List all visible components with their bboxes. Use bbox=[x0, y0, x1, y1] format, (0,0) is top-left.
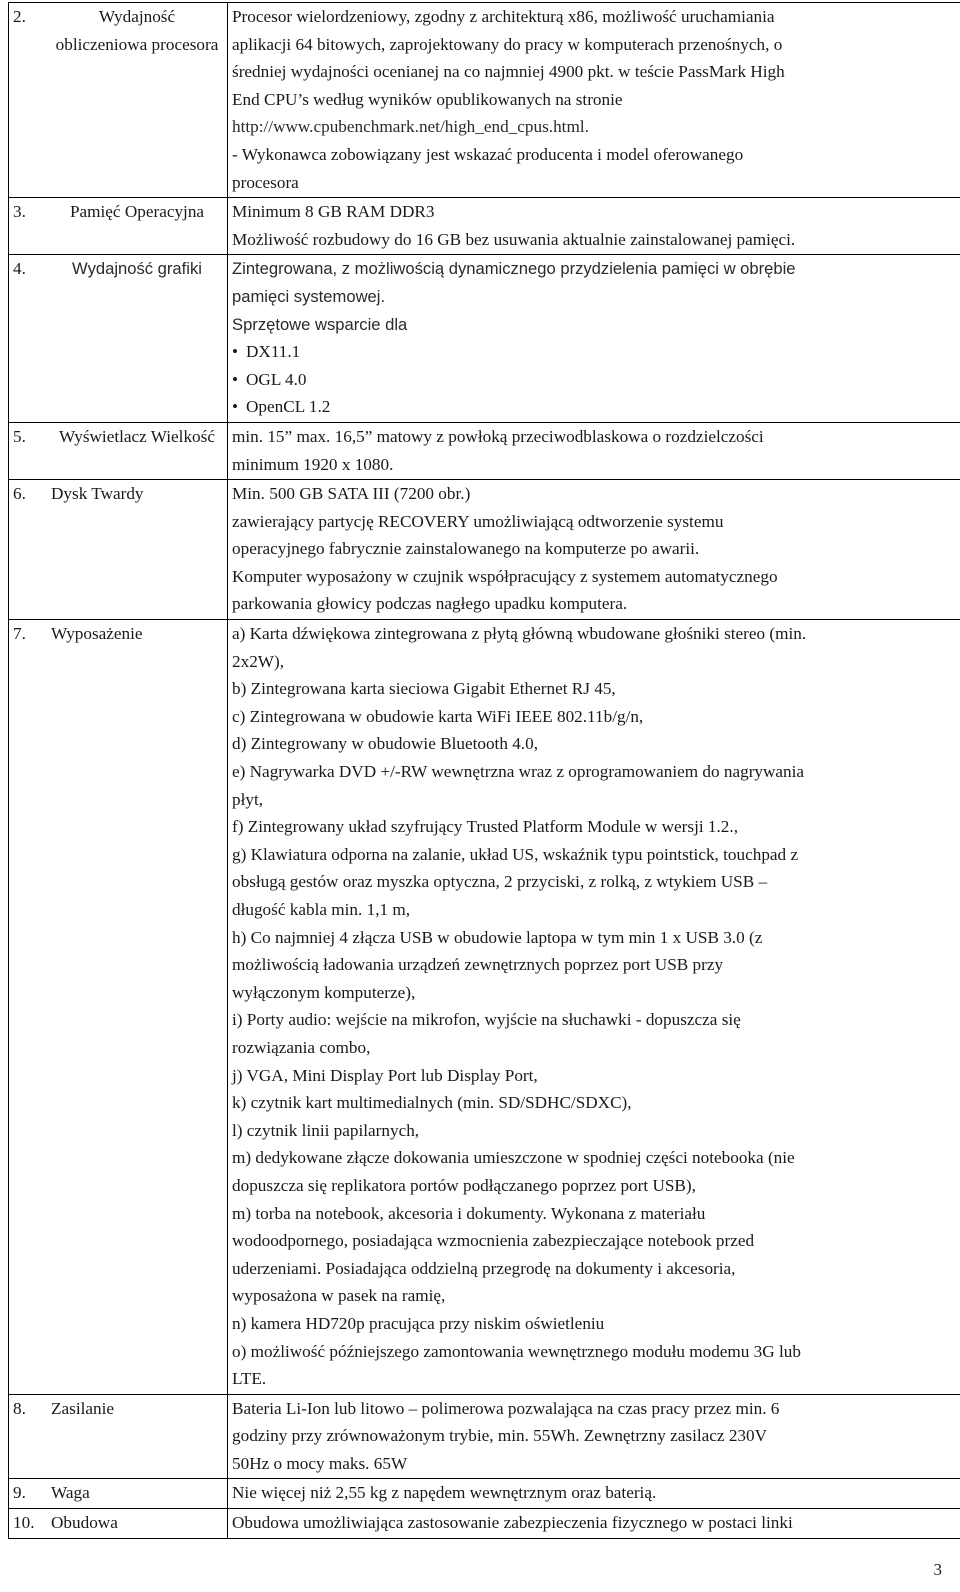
row-label-weight bbox=[9, 1479, 228, 1509]
row-label-text: Wyposażenie bbox=[51, 624, 143, 644]
row-number: 3. bbox=[13, 202, 26, 222]
value-line: Minimum 8 GB RAM DDR3 bbox=[232, 202, 435, 222]
value-line: End CPU’s według wyników opublikowanych na stronie bbox=[232, 89, 623, 109]
value-line: Sprzętowe wsparcie dla bbox=[232, 314, 408, 334]
row-value-cpu bbox=[228, 3, 960, 198]
bullet-item: • DX11.1 bbox=[232, 338, 960, 366]
row-label-disk bbox=[9, 480, 228, 620]
value-line: 2x2W), bbox=[232, 651, 285, 671]
value-line: procesora bbox=[232, 172, 299, 192]
row-label-text: Waga bbox=[51, 1483, 90, 1503]
value-line: d) Zintegrowany w obudowie Bluetooth 4.0, bbox=[232, 734, 538, 754]
value-line: wyłączonym komputerze), bbox=[232, 982, 416, 1002]
value-line: godziny przy zrównoważonym trybie, min. 55Wh. Zewnętrzny zasilacz 230V bbox=[232, 1426, 768, 1446]
row-value-power bbox=[228, 1394, 960, 1479]
value-line: zawierający partycję RECOVERY umożliwiającą odtworzenie systemu bbox=[232, 511, 724, 531]
bullet-item: • OGL 4.0 bbox=[232, 366, 960, 394]
value-line: parkowania głowicy podczas nagłego upadku komputera. bbox=[232, 594, 628, 614]
value-line: - Wykonawca zobowiązany jest wskazać producenta i model oferowanego bbox=[232, 144, 744, 164]
row-label-text: Zasilanie bbox=[51, 1398, 114, 1418]
table-row-cpu bbox=[9, 3, 960, 198]
row-number: 5. bbox=[13, 426, 26, 446]
row-label-case bbox=[9, 1509, 228, 1539]
row-label-text: Obudowa bbox=[51, 1513, 118, 1533]
value-line: wodoodpornego, posiadająca wzmocnienia zabezpieczające notebook przed bbox=[232, 1231, 755, 1251]
value-line: minimum 1920 x 1080. bbox=[232, 454, 394, 474]
value-line: Zintegrowana, z możliwością dynamicznego przydzielenia pamięci w obrębie bbox=[232, 259, 796, 279]
value-line: uderzeniami. Posiadająca oddzielną przegrodę na dokumenty i akcesoria, bbox=[232, 1258, 736, 1278]
value-line: j) VGA, Mini Display Port lub Display Port, bbox=[232, 1065, 538, 1085]
value-line: i) Porty audio: wejście na mikrofon, wyjście na słuchawki - dopuszcza się bbox=[232, 1010, 741, 1030]
table-row-power bbox=[9, 1394, 960, 1479]
table-row-case bbox=[9, 1509, 960, 1539]
table-row-ram bbox=[9, 198, 960, 255]
row-number: 8. bbox=[13, 1398, 26, 1418]
table-row-equipment bbox=[9, 620, 960, 1395]
row-label-cpu bbox=[9, 3, 228, 198]
value-line: h) Co najmniej 4 złącza USB w obudowie laptopa w tym min 1 x USB 3.0 (z bbox=[232, 927, 763, 947]
row-label-text: Wydajność grafiki bbox=[72, 259, 202, 279]
bullet-item: • OpenCL 1.2 bbox=[232, 393, 960, 421]
row-value-equipment bbox=[228, 620, 960, 1395]
value-line: Nie więcej niż 2,55 kg z napędem wewnętrznym oraz baterią. bbox=[232, 1483, 657, 1503]
value-line: Min. 500 GB SATA III (7200 obr.) bbox=[232, 484, 471, 504]
row-label-text: Wyświetlacz Wielkość bbox=[59, 426, 215, 446]
value-line: Możliwość rozbudowy do 16 GB bez usuwania aktualnie zainstalowanej pamięci. bbox=[232, 229, 796, 249]
row-value-ram bbox=[228, 198, 960, 255]
row-number: 7. bbox=[13, 624, 26, 644]
row-value-disk bbox=[228, 480, 960, 620]
value-line: Bateria Li-Ion lub litowo – polimerowa pozwalająca na czas pracy przez min. 6 bbox=[232, 1398, 780, 1418]
table-row-display bbox=[9, 422, 960, 479]
row-value-case bbox=[228, 1509, 960, 1539]
row-label-equipment bbox=[9, 620, 228, 1395]
value-line: rozwiązania combo, bbox=[232, 1037, 371, 1057]
value-line: Obudowa umożliwiająca zastosowanie zabezpieczenia fizycznego w postaci linki bbox=[232, 1513, 793, 1533]
value-line: k) czytnik kart multimedialnych (min. SD/SDHC/SDXC), bbox=[232, 1093, 632, 1113]
value-line: g) Klawiatura odporna na zalanie, układ US, wskaźnik typu pointstick, touchpad z bbox=[232, 844, 799, 864]
row-label-text: Wydajność obliczeniowa procesora bbox=[55, 7, 219, 54]
row-label-graphics bbox=[9, 255, 228, 423]
cpubenchmark-link[interactable]: http://www.cpubenchmark.net/high_end_cpus.html. bbox=[232, 117, 589, 137]
row-label-ram bbox=[9, 198, 228, 255]
row-label-display bbox=[9, 422, 228, 479]
value-line: długość kabla min. 1,1 m, bbox=[232, 900, 411, 919]
value-line: 50Hz o mocy maks. 65W bbox=[232, 1453, 408, 1473]
value-line: Procesor wielordzeniowy, zgodny z architekturą x86, możliwość uruchamiania bbox=[232, 7, 775, 26]
page-number: 3 bbox=[933, 1560, 942, 1579]
value-line: pamięci systemowej. bbox=[232, 286, 386, 306]
value-line: Komputer wyposażony w czujnik współpracujący z systemem automatycznego bbox=[232, 566, 778, 586]
value-line: płyt, bbox=[232, 789, 264, 809]
table-row-weight bbox=[9, 1479, 960, 1509]
value-line: m) dedykowane złącze dokowania umieszczone w spodniej części notebooka (nie bbox=[232, 1148, 795, 1168]
value-line: a) Karta dźwiękowa zintegrowana z płytą główną wbudowane głośniki stereo (min. bbox=[232, 624, 807, 644]
row-number: 2. bbox=[13, 7, 26, 26]
row-label-power bbox=[9, 1394, 228, 1479]
value-line: średniej wydajności ocenianej na co najmniej 4900 pkt. w teście PassMark High bbox=[232, 62, 785, 82]
value-line: e) Nagrywarka DVD +/-RW wewnętrzna wraz z oprogramowaniem do nagrywania bbox=[232, 762, 805, 782]
value-line: dopuszcza się replikatora portów podłączanego poprzez port USB), bbox=[232, 1175, 696, 1195]
value-line: LTE. bbox=[232, 1369, 267, 1389]
value-line: f) Zintegrowany układ szyfrujący Trusted Platform Module w wersji 1.2., bbox=[232, 817, 738, 837]
value-line: c) Zintegrowana w obudowie karta WiFi IEEE 802.11b/g/n, bbox=[232, 706, 644, 726]
value-line: m) torba na notebook, akcesoria i dokumenty. Wykonana z materiału bbox=[232, 1203, 706, 1223]
row-number: 9. bbox=[13, 1483, 26, 1503]
row-number: 4. bbox=[13, 259, 26, 279]
value-line: aplikacji 64 bitowych, zaprojektowany do pracy w komputerach przenośnych, o bbox=[232, 34, 783, 54]
value-line: n) kamera HD720p pracująca przy niskim oświetleniu bbox=[232, 1313, 605, 1333]
row-value-display bbox=[228, 422, 960, 479]
row-label-text: Dysk Twardy bbox=[51, 484, 144, 504]
specification-table bbox=[8, 2, 960, 1539]
value-line: operacyjnego fabrycznie zainstalowanego na komputerze po awarii. bbox=[232, 539, 700, 559]
table-row-disk bbox=[9, 480, 960, 620]
row-number: 10. bbox=[13, 1513, 35, 1533]
value-line: wyposażona w pasek na ramię, bbox=[232, 1286, 446, 1306]
value-line: l) czytnik linii papilarnych, bbox=[232, 1120, 420, 1140]
row-value-graphics bbox=[228, 255, 960, 423]
value-line: możliwością ładowania urządzeń zewnętrznych poprzez port USB przy bbox=[232, 955, 724, 975]
row-label-text: Pamięć Operacyjna bbox=[69, 202, 205, 222]
value-line: min. 15” max. 16,5” matowy z powłoką przeciwodblaskowa o rozdzielczości bbox=[232, 426, 764, 446]
value-line: b) Zintegrowana karta sieciowa Gigabit Ethernet RJ 45, bbox=[232, 679, 616, 699]
value-line: obsługą gestów oraz myszka optyczna, 2 przyciski, z rolką, z wtykiem USB – bbox=[232, 872, 768, 892]
row-number: 6. bbox=[13, 484, 26, 504]
table-row-graphics bbox=[9, 255, 960, 423]
value-line: o) możliwość późniejszego zamontowania wewnętrznego modułu modemu 3G lub bbox=[232, 1341, 801, 1361]
row-value-weight bbox=[228, 1479, 960, 1509]
